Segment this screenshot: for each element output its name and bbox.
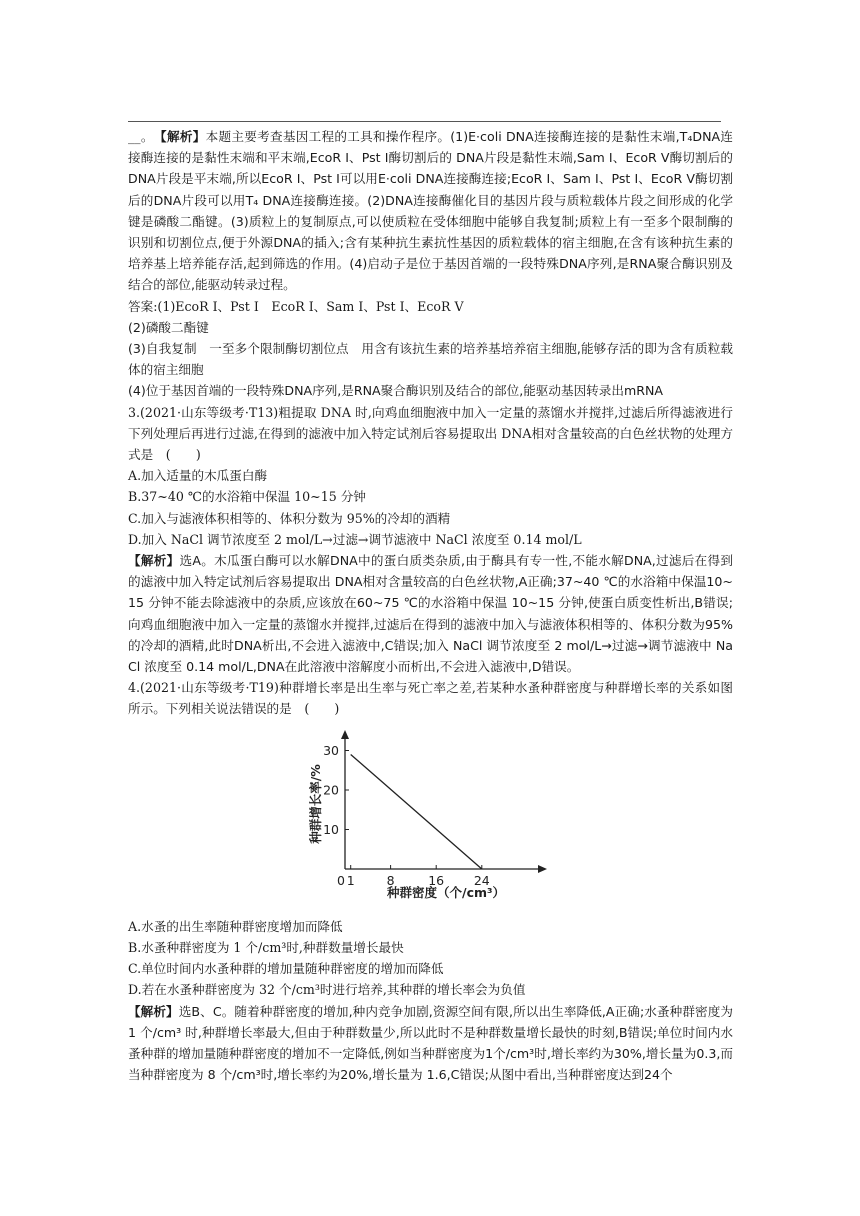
page-content (128, 126, 733, 1085)
explanation-paragraph (128, 126, 733, 296)
header-rule (128, 121, 721, 122)
question-4-explanation-label: 【解析】 (128, 1003, 179, 1019)
y-axis-label: 种群增长率/% (308, 763, 323, 844)
y-tick-label: 10 (323, 821, 339, 837)
answer-line-4: (4)位于基因首端的一段特殊DNA序列,是RNA聚合酶识别及结合的部位,能驱动基因转录出mRNA (128, 383, 664, 399)
series-line (351, 754, 482, 869)
question-4-option-c: C.单位时间内水蚤种群的增加量随种群密度的增加而降低 (128, 961, 444, 977)
x-tick-label: 24 (473, 872, 490, 888)
answer-line-2: (2)磷酸二酯键 (128, 319, 209, 335)
growth-rate-figure (128, 728, 733, 906)
x-axis-label: 种群密度（个/cm³） (387, 884, 505, 900)
question-4-explanation (128, 1001, 733, 1086)
y-tick-label: 20 (323, 782, 339, 798)
question-3-option-c: C.加入与滤液体积相等的、体积分数为 95%的冷却的酒精 (128, 510, 451, 526)
answer-line-1: 答案:(1)EcoR Ⅰ、Pst Ⅰ EcoR Ⅰ、Sam Ⅰ、Pst Ⅰ、EcoR Ⅴ (128, 298, 464, 314)
y-axis-arrow (341, 730, 349, 739)
explanation-text: 本题主要考查基因工程的工具和操作程序。(1)E·coli DNA连接酶连接的是黏性末端,T₄DNA连接酶连接的是黏性末端和平末端,EcoR Ⅰ、Pst Ⅰ酶切割后的 DNA片段是黏性末端,Sam Ⅰ、EcoR Ⅴ酶切割后的 DNA片段是平末端,所以EcoR Ⅰ、Pst Ⅰ可以用E·coli DNA连接酶连接;EcoR Ⅰ、Sam Ⅰ、Pst Ⅰ、EcoR Ⅴ酶切割后的DNA片段可以用T₄ DNA连接酶连接。(2)DNA连接酶催化目的基因片段与质粒载体片段之间形成的化学键是磷酸二酯键。(3)质粒上的复制原点,可以使质粒在受体细胞中能够自我复制;质粒上有一至多个限制酶的识别和切割位点,便于外源DNA的插入;含有某种抗生素抗性基因的质粒载体的宿主细胞,在含有该种抗生素的培养基上培养能存活,起到筛选的作用。(4)启动子是位于基因首端的一段特殊DNA序列,是RNA聚合酶识别及结合的部位,能驱动转录过程。 (128, 129, 734, 293)
answer-line-3: (3)自我复制 一至多个限制酶切割位点 用含有该抗生素的培养基培养宿主细胞,能够存活的即为含有质粒载体的宿主细胞 (128, 341, 733, 378)
question-3-explanation (128, 550, 733, 677)
question-3-explanation-label: 【解析】 (128, 553, 180, 569)
question-3-option-a: A.加入适量的木瓜蛋白酶 (128, 468, 268, 484)
question-4-option-b: B.水蚤种群密度为 1 个/cm³时,种群数量增长最快 (128, 939, 404, 955)
explanation-label: 【解析】 (160, 129, 206, 144)
x-tick-label: 1 (346, 872, 355, 888)
question-3-stem: 3.(2021·山东等级考·T13)粗提取 DNA 时,向鸡血细胞液中加入一定量的蒸馏水并搅拌,过滤后所得滤液进行下列处理后再进行过滤,在得到的滤液中加入特定试剂后容易提取出 DNA相对含量较高的白色丝状物的处理方式是 ( ) (128, 404, 733, 463)
question-3-explanation-text: 选A。木瓜蛋白酶可以水解DNA中的蛋白质类杂质,由于酶具有专一性,不能水解DNA,过滤后在得到的滤液中加入特定试剂后容易提取出 DNA相对含量较高的白色丝状物,A正确;37~40 ℃的水浴箱中保温10~15 分钟不能去除滤液中的杂质,应该放在60~75 ℃的水浴箱中保温 10~15 分钟,使蛋白质变性析出,B错误;向鸡血细胞液中加入一定量的蒸馏水并搅拌,过滤后在得到的滤液中加入与滤液体积相等的、体积分数为95%的冷却的酒精,此时DNA析出,不会进入滤液中,C错误;加入 NaCl 调节浓度至 2 mol/L→过滤→调节滤液中 NaCl 浓度至 0.14 mol/L,DNA在此溶液中溶解度小而析出,不会进入滤液中,D错误。 (128, 553, 734, 675)
question-3-option-b: B.37~40 ℃的水浴箱中保温 10~15 分钟 (128, 489, 366, 505)
question-4-explanation-text: 选B、C。随着种群密度的增加,种内竞争加剧,资源空间有限,所以出生率降低,A正确;水蚤种群密度为 1 个/cm³ 时,种群增长率最大,但由于种群数量少,所以此时不是种群数量增长最快的时刻,B错误;单位时间内水蚤种群的增加量随种群密度的增加不一定降低,例如当种群密度为1个/cm³时,增长率约为30%,增长量为0.3,而当种群密度为 8 个/cm³时,增长率约为20%,增长量为 1.6,C错误;从图中看出,当种群密度达到24个 (128, 1003, 734, 1083)
series-layer (351, 754, 482, 869)
x-tick-label: 16 (428, 872, 445, 888)
growth-rate-chart (298, 728, 558, 906)
x-tick-label: 0 (337, 872, 345, 888)
question-3-option-d: D.加入 NaCl 调节浓度至 2 mol/L→过滤→调节滤液中 NaCl 浓度至 0.14 mol/L (128, 531, 582, 547)
question-4-stem: 4.(2021·山东等级考·T19)种群增长率是出生率与死亡率之差,若某种水蚤种群密度与种群增长率的关系如图所示。下列相关说法错误的是 ( ) (128, 680, 733, 717)
y-tick-label: 30 (323, 742, 339, 758)
x-axis-arrow (538, 865, 547, 873)
x-tick-label: 8 (386, 872, 395, 888)
question-4-option-a: A.水蚤的出生率随种群密度增加而降低 (128, 918, 343, 934)
blank-lead: __。 (128, 129, 148, 144)
question-4-option-d: D.若在水蚤种群密度为 32 个/cm³时进行培养,其种群的增长率会为负值 (128, 982, 526, 998)
